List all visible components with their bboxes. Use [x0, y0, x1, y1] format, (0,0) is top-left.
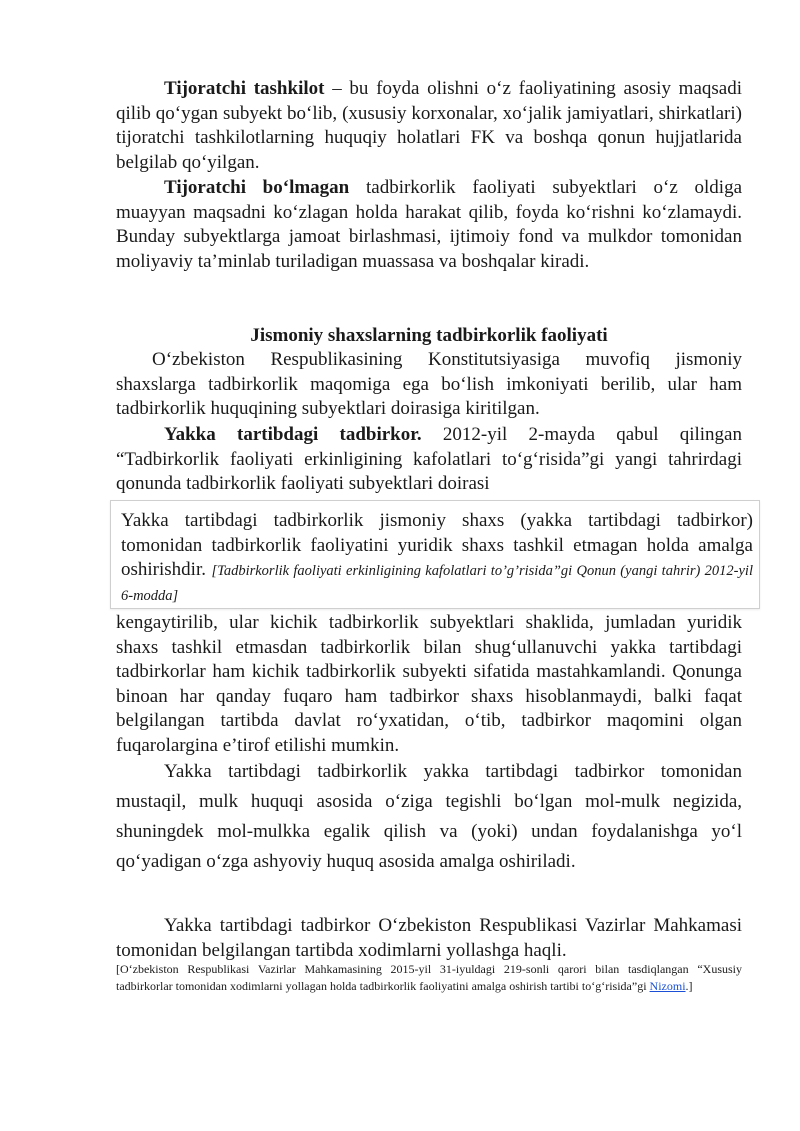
- paragraph-hiring-right: [116, 914, 742, 963]
- paragraph-commercial-organization: [116, 77, 742, 175]
- paragraph-constitution: [116, 348, 742, 422]
- term-individual-entrepreneur: Yakka tartibdagi tadbirkor.: [164, 424, 422, 445]
- callout-text: Yakka tartibdagi tadbirkorlik jismoniy shaxs (yakka tartibdagi tadbirkor) tomonidan tadbirkorlik faoliyatini yuridik shaxs tashkil etmagan holda amalga oshirishdir.: [121, 510, 753, 580]
- reference-end: .]: [685, 979, 693, 993]
- paragraph-activity-basis: [116, 757, 742, 877]
- paragraph-text: Yakka tartibdagi tadbirkorlik yakka tartibdagi tadbirkor tomonidan mustaqil, mulk huquqi asosida o‘ziga tegishli bo‘lgan mol-mulk negizida, shuningdek mol-mulkka egalik qilish va (yoki) undan foydalanishga yo‘l qo‘yadigan o‘zga ashyoviy huquq asosida amalga oshiriladi.: [116, 761, 742, 872]
- callout-source: [Tadbirkorlik faoliyati erkinligining kafolatlari to’g’risida”gi Qonun (yangi tahrir) 2012-yil 6-modda]: [121, 563, 753, 604]
- definition-callout: [110, 500, 760, 609]
- paragraph-text: kengaytirilib, ular kichik tadbirkorlik subyektlari shaklida, jumladan yuridik shaxs tashkil etmasdan tadbirkorlik bilan shug‘ullanuvchi yakka tartibdagi tadbirkorlar ham kichik tadbirkorlik subyekti sifatida mastahkamlandi. Qonunga binoan har qanday fuqaro ham tadbirkor shaxs hisoblanmaydi, balki faqat belgilangan tartibda davlat ro‘yxatidan, o‘tib, tadbirkor maqomini olgan fuqarolargina e’tirof etilishi mumkin.: [116, 612, 742, 756]
- term-non-commercial: Tijoratchi bo‘lmagan: [164, 177, 350, 198]
- nizom-link[interactable]: Nizomi: [649, 979, 686, 993]
- legal-reference: [116, 961, 742, 995]
- paragraph-text: 2012-yil 2-mayda qabul qilingan “Tadbirkorlik faoliyati erkinligining kafolatlari to‘g‘risida”gi yangi tahrirdagi qonunda tadbirkorlik faoliyati subyektlari doirasi: [116, 424, 742, 494]
- term-commercial-organization: Tijoratchi tashkilot: [164, 78, 325, 99]
- paragraph-text: tadbirkorlik faoliyati subyektlari o‘z oldiga muayyan maqsadni ko‘zlagan holda harakat qilib, foyda ko‘rishni ko‘zlamaydi. Bunday subyektlarga jamoat birlashmasi, ijtimoiy fond va mulkdor tomonidan moliyaviy ta’minlab turiladigan muassasa va boshqalar kiradi.: [116, 177, 743, 272]
- paragraph-non-commercial: [116, 176, 742, 274]
- section-heading: Jismoniy shaxslarning tadbirkorlik faoliyati: [250, 325, 608, 346]
- paragraph-expansion: [116, 611, 742, 758]
- paragraph-text: Yakka tartibdagi tadbirkor O‘zbekiston Respublikasi Vazirlar Mahkamasi tomonidan belgilangan tartibda xodimlarni yollashga haqli.: [116, 915, 742, 961]
- paragraph-individual-entrepreneur: [116, 423, 742, 497]
- paragraph-text: O‘zbekiston Respublikasining Konstitutsiyasiga muvofiq jismoniy shaxslarga tadbirkorlik maqomiga ega bo‘lish imkoniyati berilib, ular ham tadbirkorlik huquqining subyektlari doirasiga kiritilgan.: [116, 349, 742, 419]
- paragraph-text: – bu foyda olishni o‘z faoliyatining asosiy maqsadi qilib qo‘ygan subyekt bo‘lib, (xususiy korxonalar, xo‘jalik jamiyatlari, shirkatlari) tijoratchi tashkilotlarning huquqiy holatlari FK va boshqa qonun hujjatlarida belgilab qo‘yilgan.: [116, 78, 742, 173]
- reference-text: [O‘zbekiston Respublikasi Vazirlar Mahkamasining 2015-yil 31-iyuldagi 219-sonli qarori bilan tasdiqlangan “Xususiy tadbirkorlar tomonidan xodimlarni yollagan holda tadbirkorlik faoliyatini amalga oshirish tartibi to‘g‘risida”gi: [116, 962, 742, 993]
